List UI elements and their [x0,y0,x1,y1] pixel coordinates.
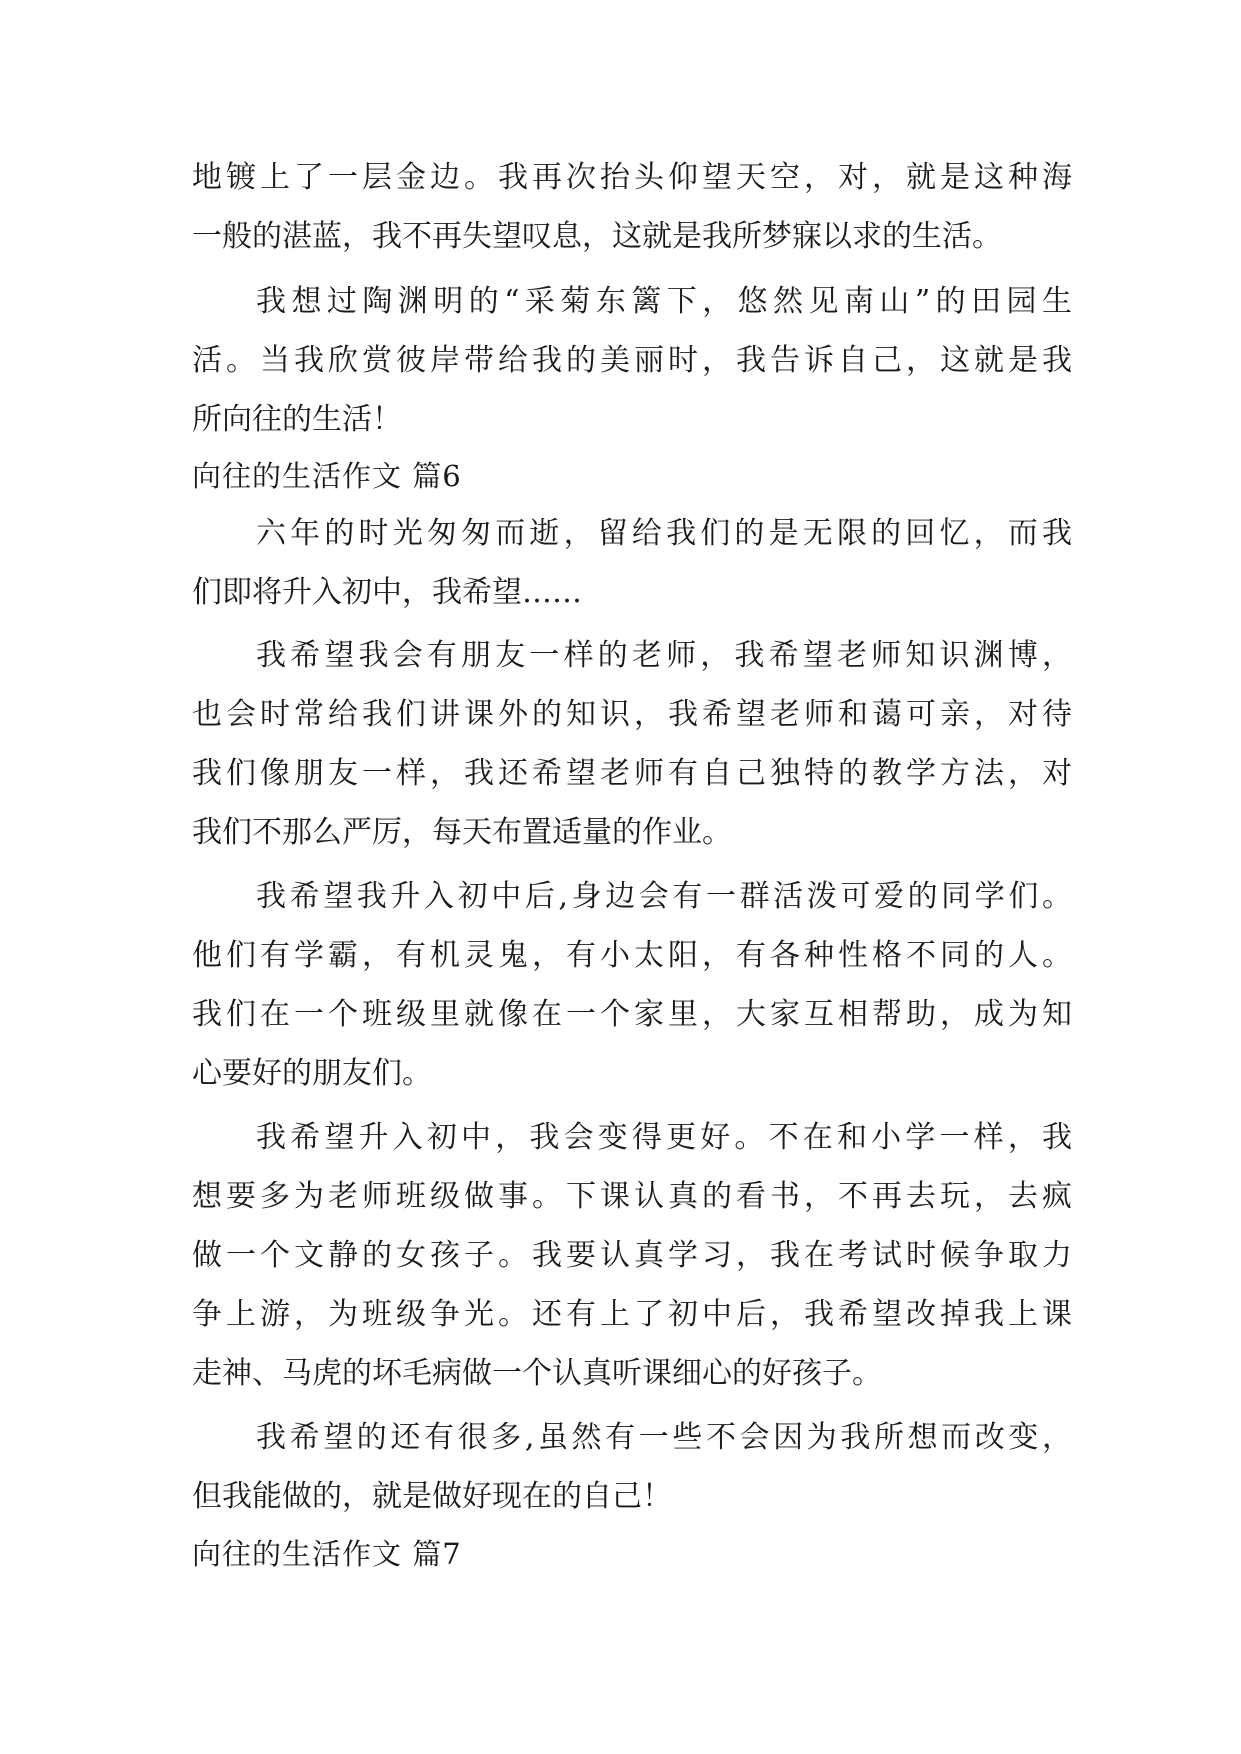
text-line: 做一个文静的女孩子。我要认真学习，我在考试时候争取力 [192,1238,1072,1273]
text-line: 我们像朋友一样，我还希望老师有自己独特的教学方法，对 [192,756,1072,791]
text-line: 走神、马虎的坏毛病做一个认真听课细心的好孩子。 [192,1356,882,1391]
text-line: 他们有学霸，有机灵鬼，有小太阳，有各种性格不同的人。 [192,938,1072,973]
text-line: 想要多为老师班级做事。下课认真的看书，不再去玩，去疯 [192,1179,1072,1214]
text-line: 我希望我会有朋友一样的老师，我希望老师知识渊博， [256,638,1072,673]
section-heading: 向往的生活作文 篇6 [192,459,462,493]
text-line: 我们不那么严厉，每天布置适量的作业。 [192,815,732,850]
text-line: 一般的湛蓝，我不再失望叹息，这就是我所梦寐以求的生活。 [192,219,1002,254]
section-heading: 向往的生活作文 篇7 [192,1537,462,1571]
text-line: 活。当我欣赏彼岸带给我的美丽时，我告诉自己，这就是我 [192,343,1072,378]
text-line: 心要好的朋友们。 [192,1056,432,1091]
text-line: 我希望我升入初中后,身边会有一群活泼可爱的同学们。 [256,879,1072,914]
text-line: 争上游，为班级争光。还有上了初中后，我希望改掉我上课 [192,1297,1072,1332]
text-line: 们即将升入初中，我希望…… [192,575,582,610]
text-line: 我希望升入初中，我会变得更好。不在和小学一样，我 [256,1120,1072,1155]
text-line: 所向往的生活！ [192,402,402,437]
text-line: 我们在一个班级里就像在一个家里，大家互相帮助，成为知 [192,997,1072,1032]
text-line: 我希望的还有很多,虽然有一些不会因为我所想而改变， [256,1420,1072,1455]
text-line: 也会时常给我们讲课外的知识，我希望老师和蔼可亲，对待 [192,697,1072,732]
text-line: 我想过陶渊明的“采菊东篱下，悠然见南山”的田园生 [256,284,1072,319]
text-line: 六年的时光匆匆而逝，留给我们的是无限的回忆，而我 [256,516,1072,551]
text-line: 地镀上了一层金边。我再次抬头仰望天空，对，就是这种海 [192,160,1072,195]
text-line: 但我能做的，就是做好现在的自己！ [192,1479,672,1514]
